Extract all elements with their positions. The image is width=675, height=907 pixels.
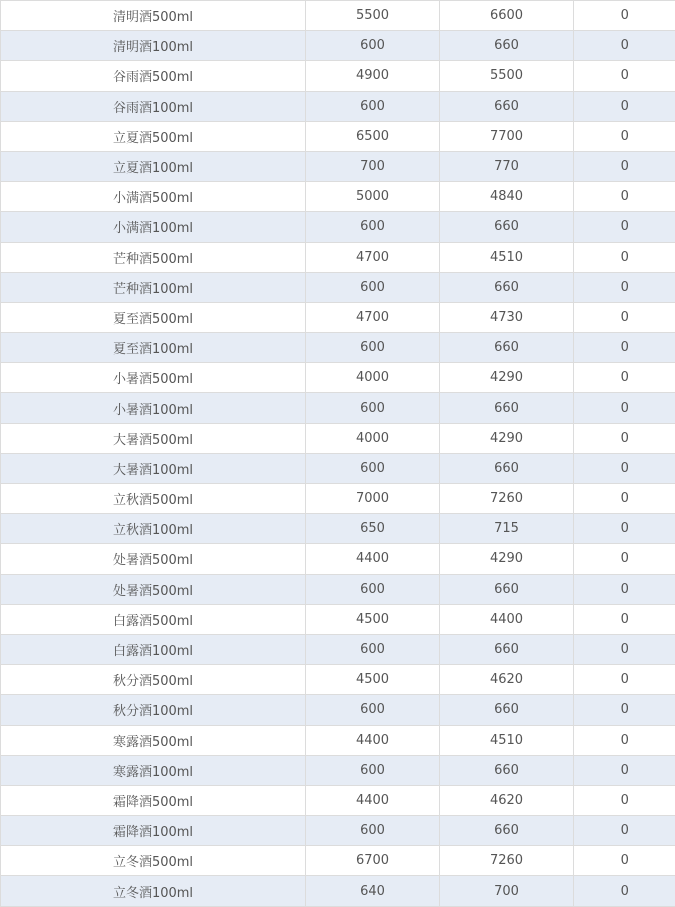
value-cell-1: 6700	[306, 846, 440, 876]
value-cell-3: 0	[574, 61, 675, 91]
value-cell-1: 600	[306, 634, 440, 664]
product-name-cell: 寒露酒500ml	[1, 725, 306, 755]
table-row	[1, 333, 675, 363]
product-name-cell: 芒种酒500ml	[1, 242, 306, 272]
value-cell-2: 660	[440, 695, 574, 725]
table-row	[1, 755, 675, 785]
value-cell-2: 660	[440, 272, 574, 302]
table-row	[1, 484, 675, 514]
table-row	[1, 816, 675, 846]
value-cell-1: 600	[306, 695, 440, 725]
value-cell-3: 0	[574, 544, 675, 574]
product-name-cell: 谷雨酒500ml	[1, 61, 306, 91]
value-cell-1: 6500	[306, 121, 440, 151]
value-cell-3: 0	[574, 393, 675, 423]
value-cell-1: 700	[306, 151, 440, 181]
product-name-cell: 谷雨酒100ml	[1, 91, 306, 121]
value-cell-1: 600	[306, 574, 440, 604]
value-cell-2: 5500	[440, 61, 574, 91]
value-cell-1: 650	[306, 514, 440, 544]
value-cell-1: 4400	[306, 544, 440, 574]
value-cell-1: 4400	[306, 725, 440, 755]
value-cell-2: 4620	[440, 665, 574, 695]
value-cell-2: 700	[440, 876, 574, 906]
table-row	[1, 151, 675, 181]
table-row	[1, 423, 675, 453]
product-name-cell: 清明酒100ml	[1, 31, 306, 61]
product-name-cell: 立冬酒500ml	[1, 846, 306, 876]
value-cell-2: 7700	[440, 121, 574, 151]
value-cell-3: 0	[574, 484, 675, 514]
table-row	[1, 634, 675, 664]
product-name-cell: 夏至酒100ml	[1, 333, 306, 363]
table-row	[1, 785, 675, 815]
table-row	[1, 846, 675, 876]
value-cell-3: 0	[574, 302, 675, 332]
value-cell-3: 0	[574, 333, 675, 363]
value-cell-2: 660	[440, 574, 574, 604]
value-cell-1: 600	[306, 755, 440, 785]
table-row	[1, 876, 675, 906]
product-name-cell: 立秋酒100ml	[1, 514, 306, 544]
table-row	[1, 725, 675, 755]
table-row	[1, 514, 675, 544]
value-cell-2: 660	[440, 816, 574, 846]
value-cell-3: 0	[574, 876, 675, 906]
table-row	[1, 31, 675, 61]
product-name-cell: 霜降酒500ml	[1, 785, 306, 815]
table-row	[1, 604, 675, 634]
product-name-cell: 小满酒500ml	[1, 182, 306, 212]
product-name-cell: 大暑酒100ml	[1, 453, 306, 483]
value-cell-1: 5500	[306, 1, 440, 31]
value-cell-2: 4510	[440, 242, 574, 272]
value-cell-1: 4000	[306, 363, 440, 393]
value-cell-3: 0	[574, 151, 675, 181]
product-name-cell: 小暑酒500ml	[1, 363, 306, 393]
value-cell-3: 0	[574, 121, 675, 151]
product-name-cell: 立秋酒500ml	[1, 484, 306, 514]
value-cell-3: 0	[574, 242, 675, 272]
value-cell-1: 600	[306, 453, 440, 483]
table-row	[1, 665, 675, 695]
value-cell-2: 4400	[440, 604, 574, 634]
product-name-cell: 小满酒100ml	[1, 212, 306, 242]
value-cell-1: 7000	[306, 484, 440, 514]
value-cell-1: 4000	[306, 423, 440, 453]
value-cell-2: 660	[440, 393, 574, 423]
table-row	[1, 363, 675, 393]
value-cell-1: 600	[306, 272, 440, 302]
value-cell-3: 0	[574, 91, 675, 121]
table-row	[1, 393, 675, 423]
value-cell-1: 4500	[306, 665, 440, 695]
product-name-cell: 立冬酒100ml	[1, 876, 306, 906]
value-cell-3: 0	[574, 755, 675, 785]
value-cell-3: 0	[574, 785, 675, 815]
value-cell-2: 4290	[440, 423, 574, 453]
table-row	[1, 453, 675, 483]
value-cell-1: 4700	[306, 242, 440, 272]
value-cell-3: 0	[574, 363, 675, 393]
table-row	[1, 61, 675, 91]
value-cell-3: 0	[574, 574, 675, 604]
value-cell-1: 640	[306, 876, 440, 906]
table-row	[1, 91, 675, 121]
value-cell-3: 0	[574, 604, 675, 634]
value-cell-2: 4840	[440, 182, 574, 212]
value-cell-3: 0	[574, 725, 675, 755]
value-cell-1: 4900	[306, 61, 440, 91]
value-cell-3: 0	[574, 634, 675, 664]
table-row	[1, 695, 675, 725]
value-cell-3: 0	[574, 846, 675, 876]
table-row	[1, 574, 675, 604]
product-name-cell: 白露酒100ml	[1, 634, 306, 664]
product-name-cell: 立夏酒100ml	[1, 151, 306, 181]
value-cell-3: 0	[574, 423, 675, 453]
product-name-cell: 白露酒500ml	[1, 604, 306, 634]
product-name-cell: 小暑酒100ml	[1, 393, 306, 423]
value-cell-2: 660	[440, 212, 574, 242]
value-cell-3: 0	[574, 816, 675, 846]
value-cell-2: 7260	[440, 846, 574, 876]
product-name-cell: 清明酒500ml	[1, 1, 306, 31]
value-cell-2: 660	[440, 333, 574, 363]
product-name-cell: 处暑酒500ml	[1, 544, 306, 574]
value-cell-1: 5000	[306, 182, 440, 212]
value-cell-1: 4500	[306, 604, 440, 634]
product-name-cell: 秋分酒100ml	[1, 695, 306, 725]
product-name-cell: 大暑酒500ml	[1, 423, 306, 453]
product-name-cell: 立夏酒500ml	[1, 121, 306, 151]
value-cell-2: 715	[440, 514, 574, 544]
table-row	[1, 302, 675, 332]
value-cell-1: 600	[306, 212, 440, 242]
value-cell-2: 4510	[440, 725, 574, 755]
value-cell-1: 4700	[306, 302, 440, 332]
value-cell-2: 660	[440, 755, 574, 785]
product-name-cell: 寒露酒100ml	[1, 755, 306, 785]
table-row	[1, 544, 675, 574]
value-cell-1: 600	[306, 31, 440, 61]
value-cell-1: 600	[306, 91, 440, 121]
value-cell-3: 0	[574, 695, 675, 725]
product-table-body	[1, 1, 675, 907]
value-cell-3: 0	[574, 212, 675, 242]
table-row	[1, 242, 675, 272]
value-cell-1: 600	[306, 393, 440, 423]
value-cell-2: 660	[440, 634, 574, 664]
value-cell-3: 0	[574, 272, 675, 302]
value-cell-2: 770	[440, 151, 574, 181]
value-cell-2: 6600	[440, 1, 574, 31]
value-cell-2: 4730	[440, 302, 574, 332]
value-cell-1: 4400	[306, 785, 440, 815]
product-name-cell: 芒种酒100ml	[1, 272, 306, 302]
value-cell-2: 4620	[440, 785, 574, 815]
value-cell-3: 0	[574, 665, 675, 695]
value-cell-2: 4290	[440, 363, 574, 393]
product-name-cell: 霜降酒100ml	[1, 816, 306, 846]
value-cell-1: 600	[306, 333, 440, 363]
value-cell-3: 0	[574, 31, 675, 61]
product-name-cell: 秋分酒500ml	[1, 665, 306, 695]
value-cell-2: 660	[440, 453, 574, 483]
value-cell-2: 660	[440, 91, 574, 121]
value-cell-3: 0	[574, 182, 675, 212]
value-cell-2: 7260	[440, 484, 574, 514]
value-cell-2: 4290	[440, 544, 574, 574]
product-name-cell: 处暑酒500ml	[1, 574, 306, 604]
value-cell-3: 0	[574, 453, 675, 483]
value-cell-3: 0	[574, 514, 675, 544]
product-name-cell: 夏至酒500ml	[1, 302, 306, 332]
table-row	[1, 272, 675, 302]
table-row	[1, 1, 675, 31]
value-cell-2: 660	[440, 31, 574, 61]
table-row	[1, 212, 675, 242]
table-row	[1, 121, 675, 151]
value-cell-1: 600	[306, 816, 440, 846]
value-cell-3: 0	[574, 1, 675, 31]
table-row	[1, 182, 675, 212]
